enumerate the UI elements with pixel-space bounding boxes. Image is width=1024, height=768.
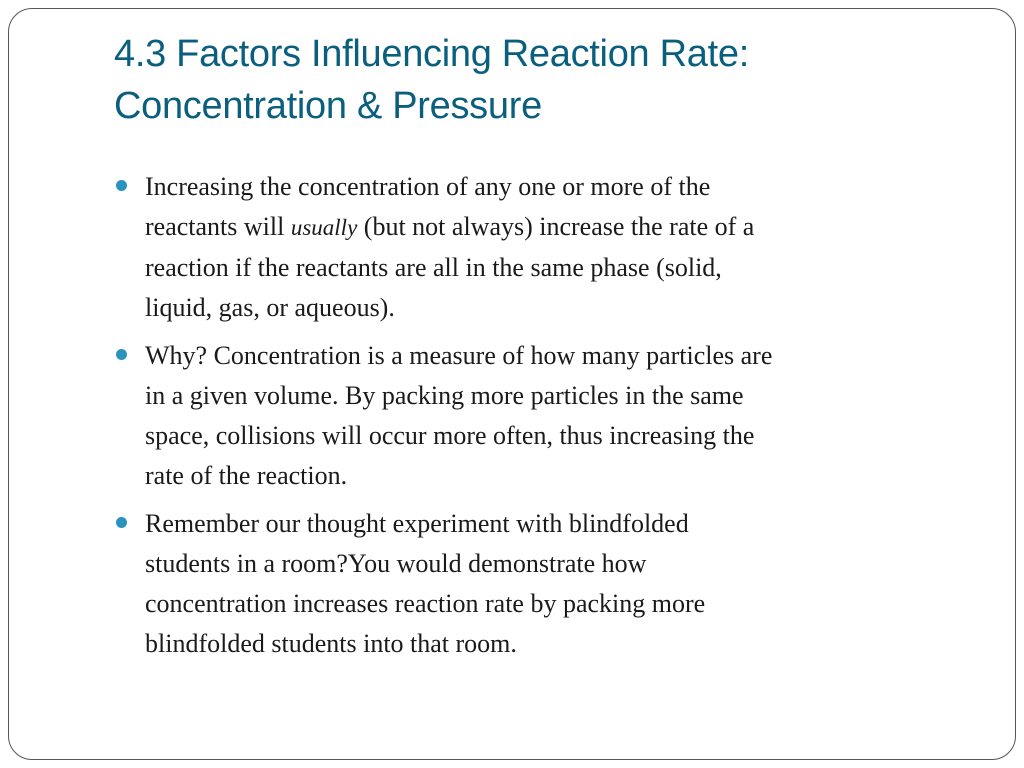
bullet-line: Remember our thought experiment with blindfolded xyxy=(145,509,689,538)
bullet-list xyxy=(114,167,954,672)
bullet-text: reactants will xyxy=(145,212,291,241)
bullet-line: rate of the reaction. xyxy=(145,461,348,490)
bullet-line: Why? Concentration is a measure of how many particles are xyxy=(145,341,773,370)
bullet-item-why xyxy=(114,336,954,496)
bullet-icon xyxy=(116,180,127,191)
emphasis-text: usually xyxy=(290,215,358,240)
bullet-text: (but not always) increase the rate of a xyxy=(357,212,755,241)
bullet-item-thought-experiment xyxy=(114,504,954,664)
bullet-line xyxy=(145,207,954,248)
slide-title xyxy=(114,28,984,132)
title-line-1: 4.3 Factors Influencing Reaction Rate: xyxy=(114,33,749,75)
bullet-line: Increasing the concentration of any one or more of the xyxy=(145,172,711,201)
bullet-line: blindfolded students into that room. xyxy=(145,629,517,658)
bullet-line: students in a room?You would demonstrate how xyxy=(145,549,647,578)
bullet-line: concentration increases reaction rate by packing more xyxy=(145,589,706,618)
bullet-line: liquid, gas, or aqueous). xyxy=(145,293,395,322)
bullet-line: reaction if the reactants are all in the same phase (solid, xyxy=(145,253,722,282)
bullet-line: in a given volume. By packing more particles in the same xyxy=(145,381,744,410)
bullet-line: space, collisions will occur more often, thus increasing the xyxy=(145,421,755,450)
bullet-icon xyxy=(116,517,127,528)
bullet-icon xyxy=(116,349,127,360)
title-line-2: Concentration & Pressure xyxy=(114,85,542,127)
bullet-item-concentration xyxy=(114,167,954,328)
